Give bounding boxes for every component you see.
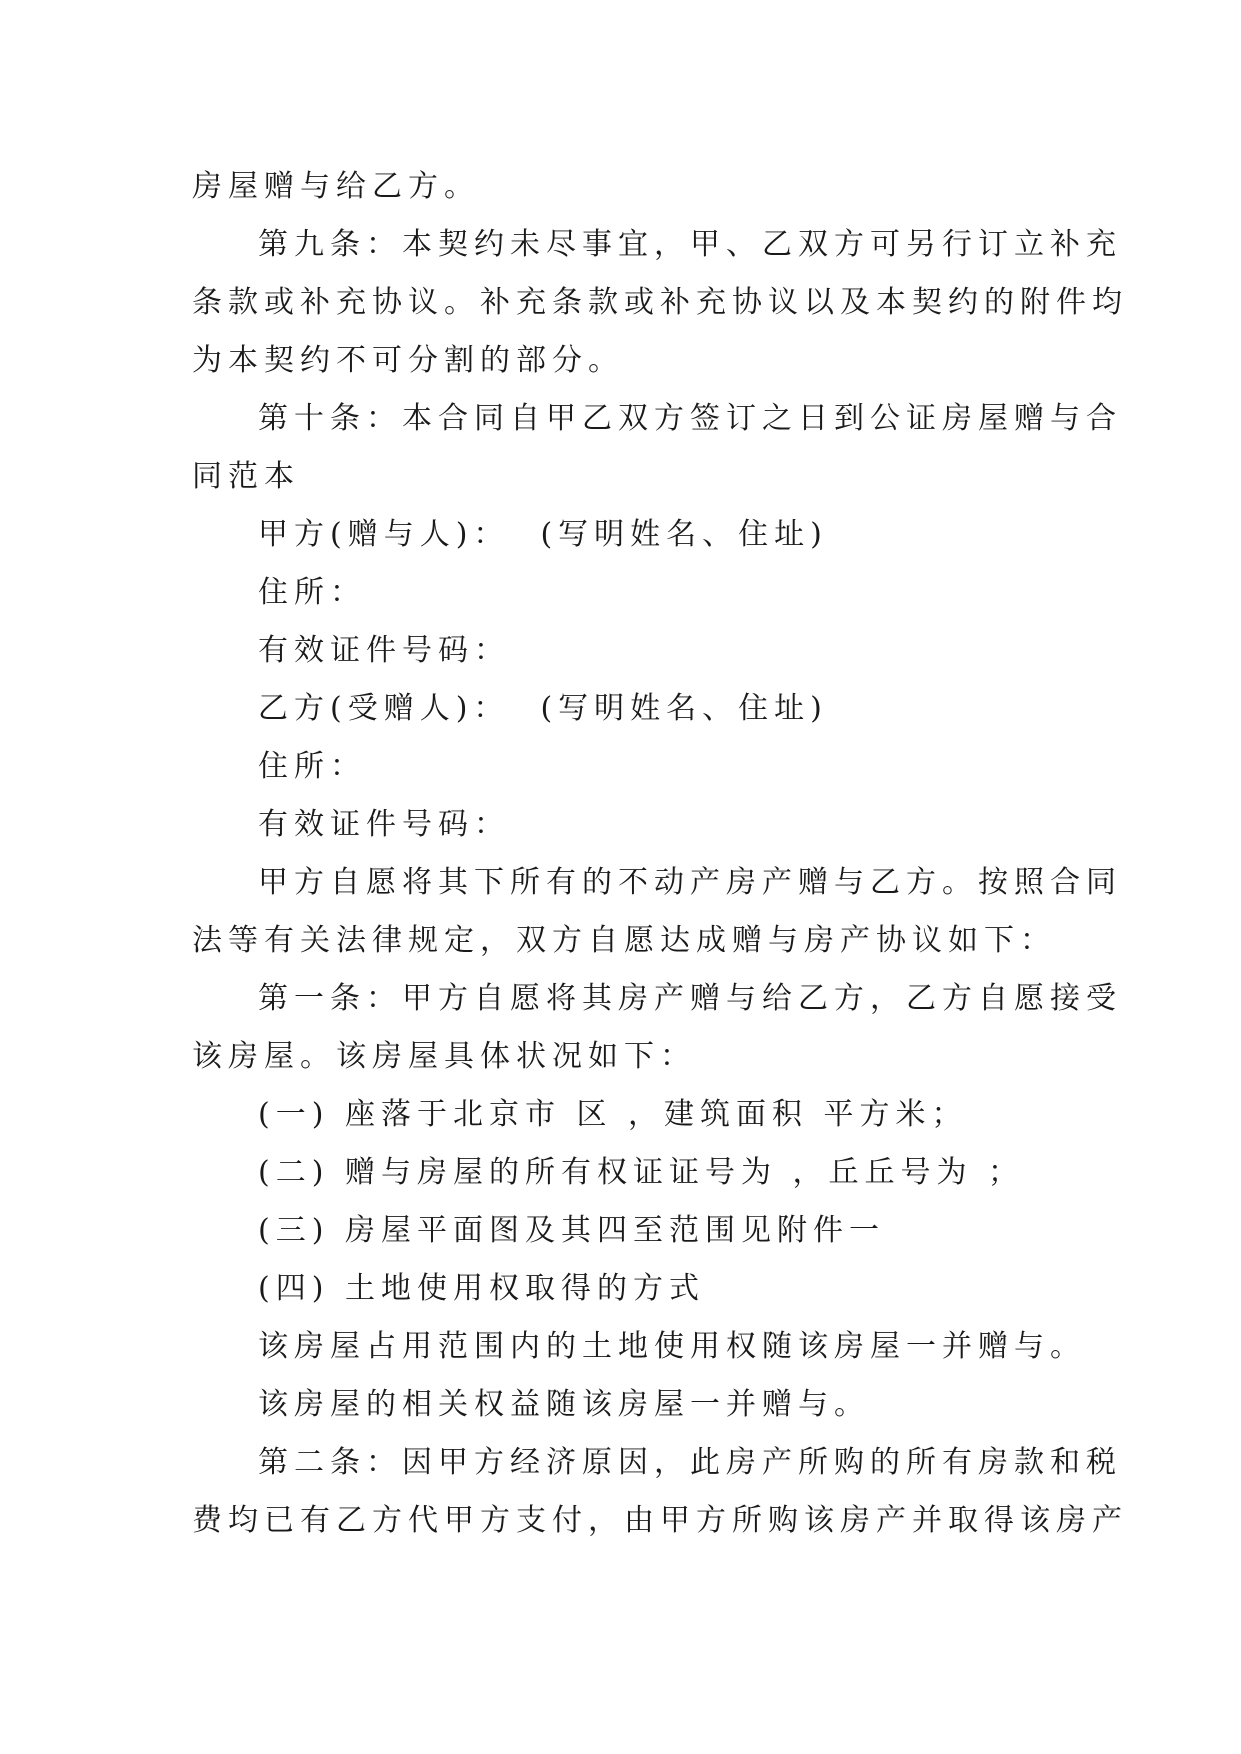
text-line: 第一条：甲方自愿将其房产赠与给乙方，乙方自愿接受: [258, 981, 1122, 1016]
text-line: 甲方自愿将其下所有的不动产房产赠与乙方。按照合同: [258, 865, 1122, 900]
text-line: (四) 土地使用权取得的方式: [258, 1271, 705, 1306]
text-line: 该房屋占用范围内的土地使用权随该房屋一并赠与。: [258, 1329, 1086, 1364]
contract-body: [192, 158, 1128, 1550]
text-line: 乙方(受赠人)： (写明姓名、住址): [258, 691, 828, 726]
text-line: 有效证件号码：: [258, 633, 510, 668]
text-line: 第十条：本合同自甲乙双方签订之日到公证房屋赠与合: [258, 401, 1122, 436]
text-line: 该房屋的相关权益随该房屋一并赠与。: [258, 1387, 870, 1422]
text-line: (二) 赠与房屋的所有权证证号为 ，丘丘号为 ；: [258, 1155, 1025, 1190]
text-line: 条款或补充协议。补充条款或补充协议以及本契约的附件均: [192, 285, 1128, 320]
text-line: 房屋赠与给乙方。: [192, 169, 480, 204]
text-line: 该房屋。该房屋具体状况如下：: [192, 1039, 696, 1074]
text-line: 同范本: [192, 459, 300, 494]
text-line: 有效证件号码：: [258, 807, 510, 842]
text-line: 住所：: [258, 575, 366, 610]
text-line: 费均已有乙方代甲方支付，由甲方所购该房产并取得该房产: [192, 1503, 1128, 1538]
text-line: 住所：: [258, 749, 366, 784]
text-line: (一) 座落于北京市 区 ，建筑面积 平方米；: [258, 1097, 968, 1132]
text-line: 法等有关法律规定，双方自愿达成赠与房产协议如下：: [192, 923, 1056, 958]
text-line: 为本契约不可分割的部分。: [192, 343, 624, 378]
text-line: (三) 房屋平面图及其四至范围见附件一: [258, 1213, 885, 1248]
text-line: 甲方(赠与人)： (写明姓名、住址): [258, 517, 828, 552]
text-line: 第二条：因甲方经济原因，此房产所购的所有房款和税: [258, 1445, 1122, 1480]
text-line: 第九条：本契约未尽事宜，甲、乙双方可另行订立补充: [258, 227, 1122, 262]
